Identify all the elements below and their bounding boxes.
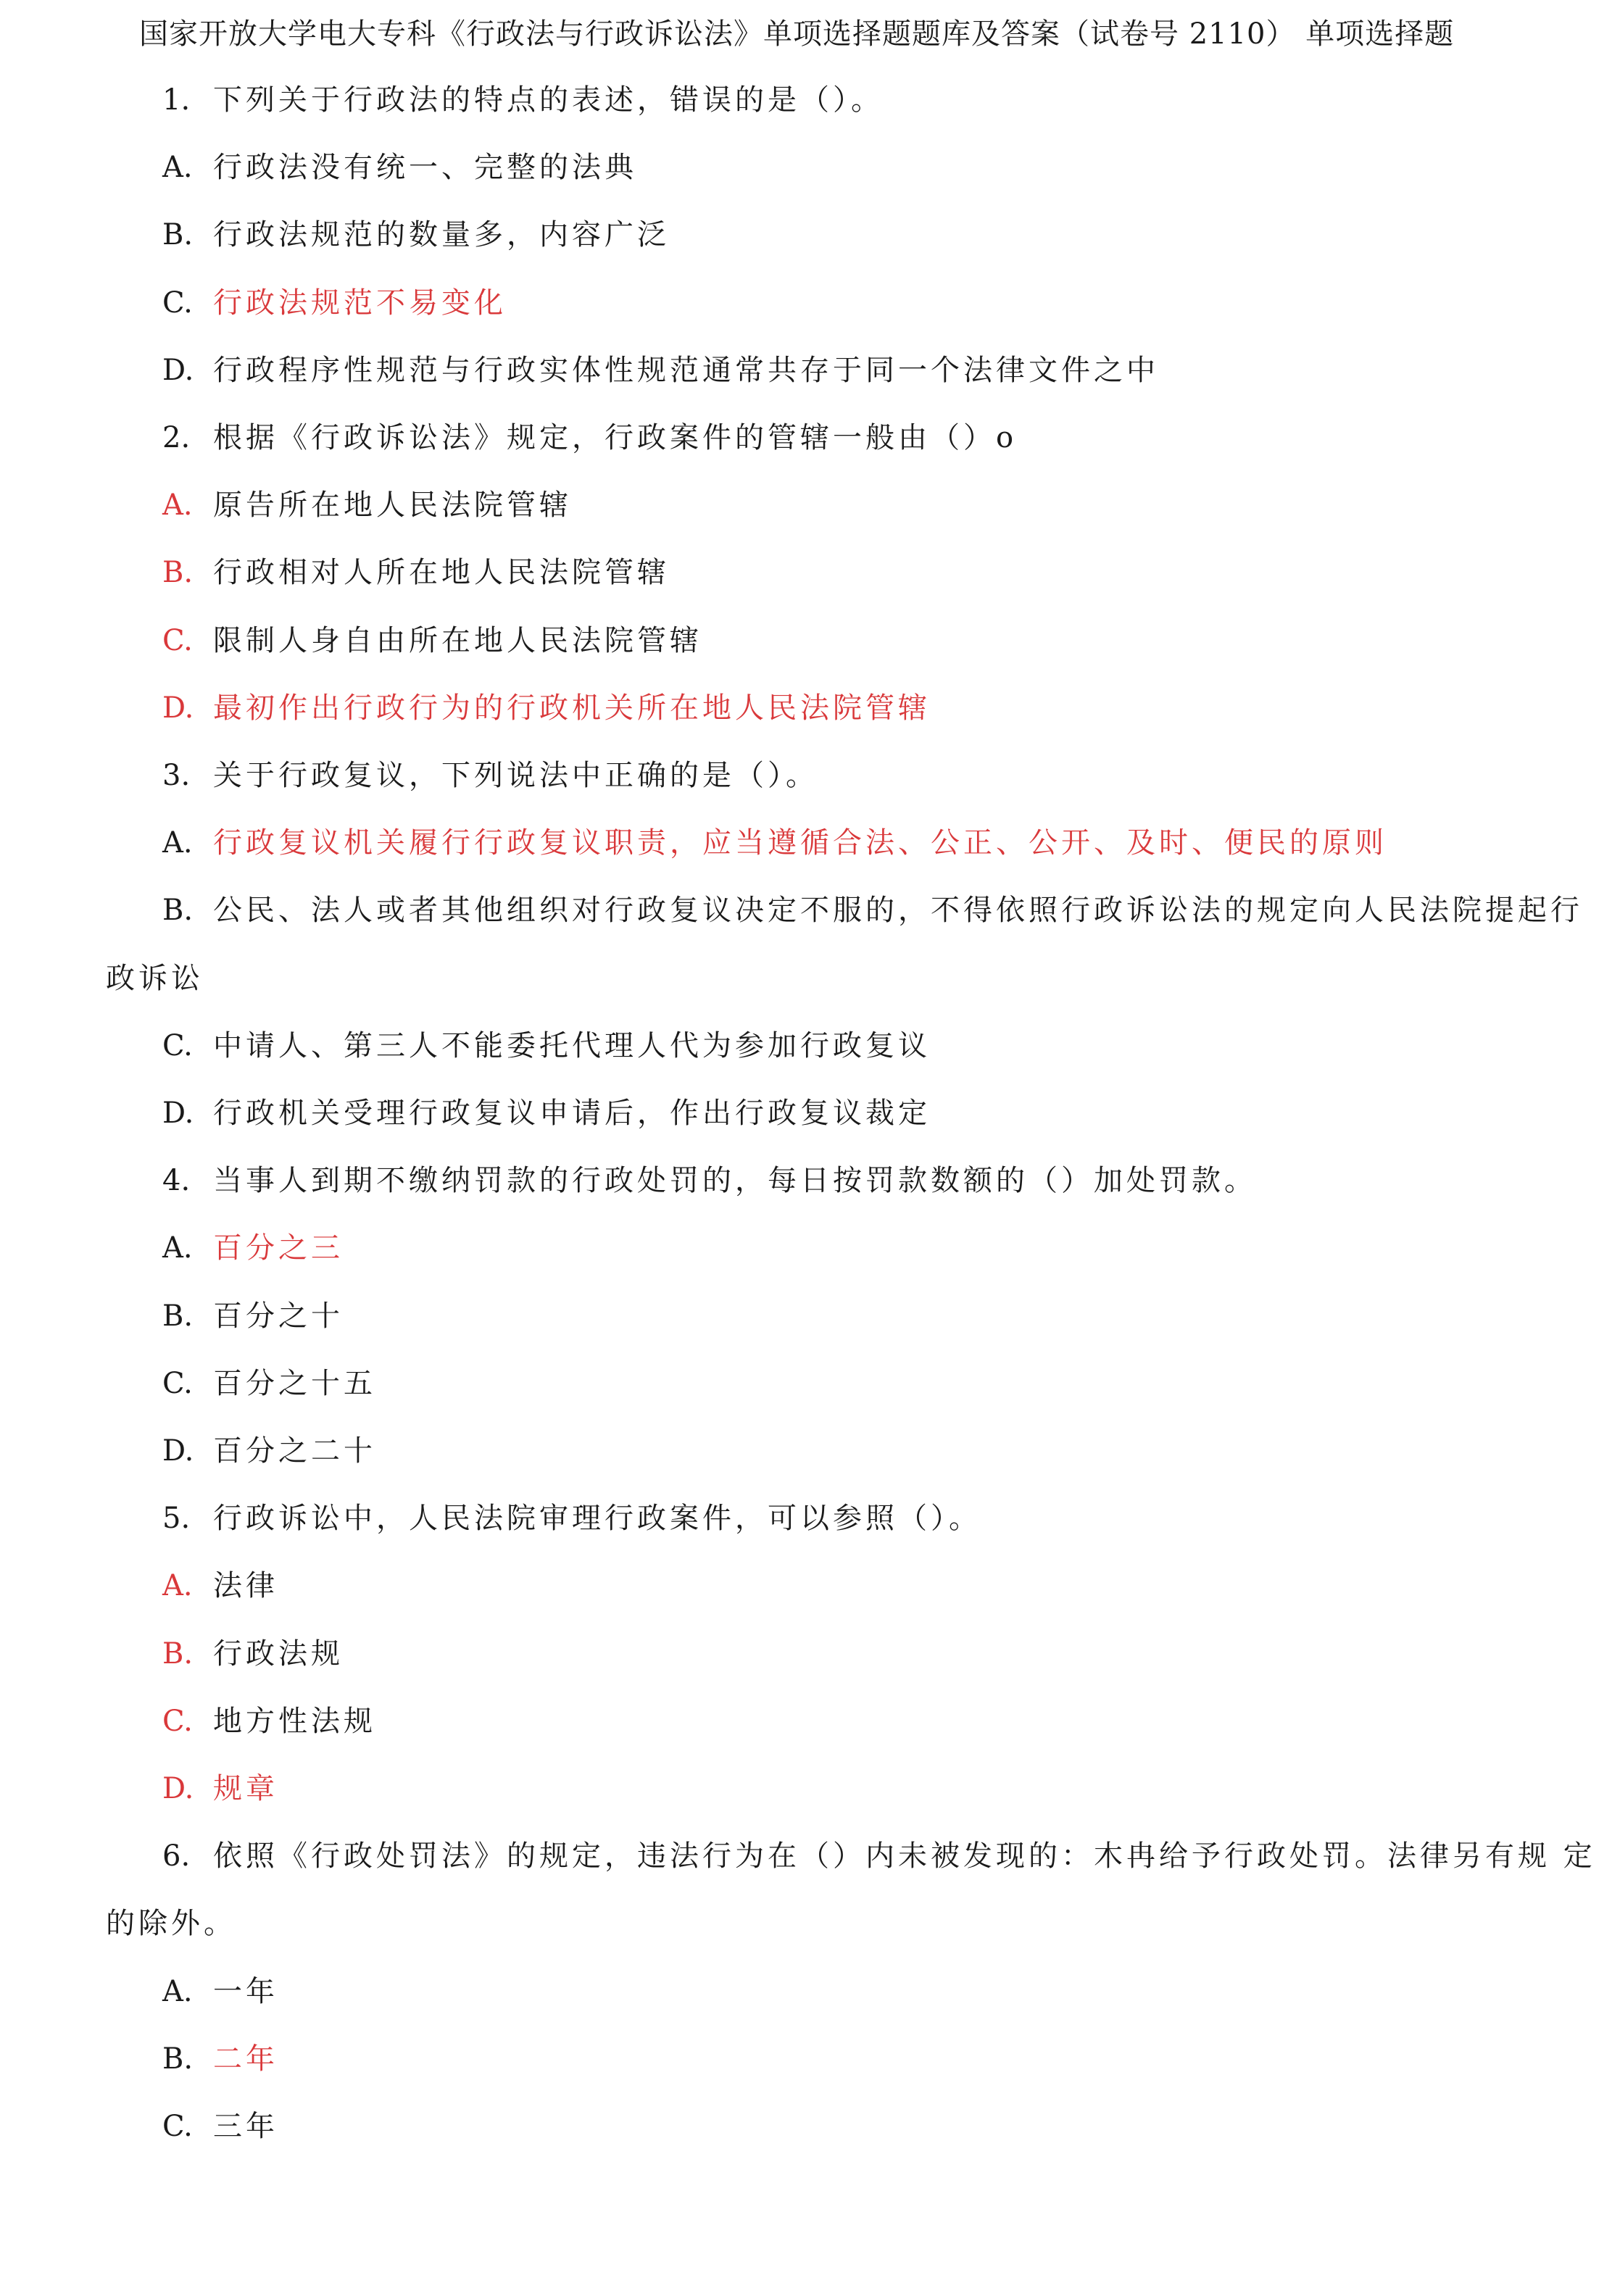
line-text: 一年 xyxy=(213,1975,278,2008)
answer-option xyxy=(162,2106,278,2147)
option-letter: D. xyxy=(162,1434,194,1468)
line-text: 三年 xyxy=(213,2110,278,2143)
line-text: 行政程序性规范与行政实体性规范通常共存于同一个法律文件之中 xyxy=(213,354,1159,387)
line-continuation xyxy=(106,1903,236,1944)
answer-option xyxy=(162,283,507,323)
option-letter: C. xyxy=(162,624,193,657)
line-text: 依照《行政处罚法》的规定，违法行为在（）内未被发现的：木冉给予行政处罚。法律另有规 定 xyxy=(213,1839,1596,1873)
line-text: 原告所在地人民法院管辖 xyxy=(213,488,572,522)
question-stem xyxy=(162,1160,1257,1201)
answer-option xyxy=(162,552,670,593)
answer-option xyxy=(162,485,572,525)
option-letter: A. xyxy=(162,151,193,184)
option-letter: C. xyxy=(162,1705,193,1738)
option-letter: A. xyxy=(162,488,193,522)
line-text: 行政机关受理行政复议申请后，作出行政复议裁定 xyxy=(213,1097,931,1130)
answer-option xyxy=(162,1228,344,1268)
option-letter: A. xyxy=(162,1231,193,1265)
question-number: 2. xyxy=(162,421,191,454)
option-letter: A. xyxy=(162,826,193,860)
line-text: 当事人到期不缴纳罚款的行政处罚的，每日按罚款数额的（）加处罚款。 xyxy=(213,1164,1257,1197)
option-letter: B. xyxy=(162,556,194,589)
option-letter: B. xyxy=(162,1637,194,1671)
option-letter: B. xyxy=(162,218,194,251)
answer-option xyxy=(162,1093,931,1134)
document-title: 国家开放大学电大专科《行政法与行政诉讼法》单项选择题题库及答案（试卷号 2110） 单项选择题 xyxy=(139,17,1455,51)
option-letter: C. xyxy=(162,1367,193,1400)
line-text: 公民、法人或者其他组织对行政复议决定不服的，不得依照行政诉讼法的规定向人民法院提起行 xyxy=(213,894,1583,927)
line-text: 下列关于行政法的特点的表述，错误的是（）。 xyxy=(213,83,884,117)
answer-option xyxy=(162,1296,344,1336)
answer-option xyxy=(162,215,670,255)
option-letter: C. xyxy=(162,1029,193,1062)
answer-option xyxy=(162,1634,344,1674)
line-text: 行政复议机关履行行政复议职责，应当遵循合法、公正、公开、及时、便民的原则 xyxy=(213,826,1387,860)
line-text: 的除外。 xyxy=(106,1907,236,1940)
answer-option xyxy=(162,147,637,188)
answer-option xyxy=(162,688,931,728)
line-text: 二年 xyxy=(213,2042,278,2076)
line-text: 限制人身自由所在地人民法院管辖 xyxy=(213,624,702,657)
question-number: 5. xyxy=(162,1502,191,1535)
line-text: 百分之二十 xyxy=(213,1434,376,1468)
option-letter: D. xyxy=(162,1097,194,1130)
line-text: 规章 xyxy=(213,1772,278,1805)
option-letter: D. xyxy=(162,691,194,725)
answer-option xyxy=(162,1701,376,1742)
line-text: 法律 xyxy=(213,1569,278,1602)
answer-option xyxy=(162,1363,376,1404)
answer-option xyxy=(162,350,1159,391)
answer-option xyxy=(162,620,702,661)
line-text: 百分之十五 xyxy=(213,1367,376,1400)
line-text: 政诉讼 xyxy=(106,962,204,995)
question-number: 3. xyxy=(162,759,191,792)
line-text: 行政法规范不易变化 xyxy=(213,286,507,320)
line-text: 最初作出行政行为的行政机关所在地人民法院管辖 xyxy=(213,691,931,725)
answer-option xyxy=(162,2039,278,2079)
line-text: 地方性法规 xyxy=(213,1705,376,1738)
question-number: 6. xyxy=(162,1839,191,1873)
line-text: 中请人、第三人不能委托代理人代为参加行政复议 xyxy=(213,1029,931,1062)
answer-option xyxy=(162,890,1583,931)
option-letter: C. xyxy=(162,2110,193,2143)
line-text: 关于行政复议，下列说法中正确的是（）。 xyxy=(213,759,818,792)
option-letter: B. xyxy=(162,2042,194,2076)
question-stem xyxy=(162,1498,981,1539)
answer-option xyxy=(162,823,1387,863)
answer-option xyxy=(162,1768,278,1809)
line-text: 行政法没有统一、完整的法典 xyxy=(213,151,637,184)
line-text: 行政诉讼中，人民法院审理行政案件，可以参照（）。 xyxy=(213,1502,981,1535)
question-stem xyxy=(162,1836,1596,1876)
line-text: 行政相对人所在地人民法院管辖 xyxy=(213,556,670,589)
option-letter: B. xyxy=(162,1299,194,1333)
option-letter: D. xyxy=(162,354,194,387)
answer-option xyxy=(162,1431,376,1471)
answer-option xyxy=(162,1565,278,1606)
line-text: 根据《行政诉讼法》规定，行政案件的管辖一般由（）o xyxy=(213,421,1018,454)
option-letter: D. xyxy=(162,1772,194,1805)
question-number: 4. xyxy=(162,1164,191,1197)
question-stem xyxy=(162,755,818,796)
line-text: 行政法规 xyxy=(213,1637,344,1671)
answer-option xyxy=(162,1971,278,2012)
option-letter: C. xyxy=(162,286,193,320)
question-stem xyxy=(162,80,884,120)
answer-option xyxy=(162,1026,931,1066)
line-text: 行政法规范的数量多，内容广泛 xyxy=(213,218,670,251)
option-letter: A. xyxy=(162,1569,193,1602)
option-letter: B. xyxy=(162,894,194,927)
line-text: 百分之十 xyxy=(213,1299,344,1333)
question-stem xyxy=(162,417,1017,458)
line-continuation xyxy=(106,958,204,999)
option-letter: A. xyxy=(162,1975,193,2008)
line-text: 百分之三 xyxy=(213,1231,344,1265)
question-number: 1. xyxy=(162,83,191,117)
